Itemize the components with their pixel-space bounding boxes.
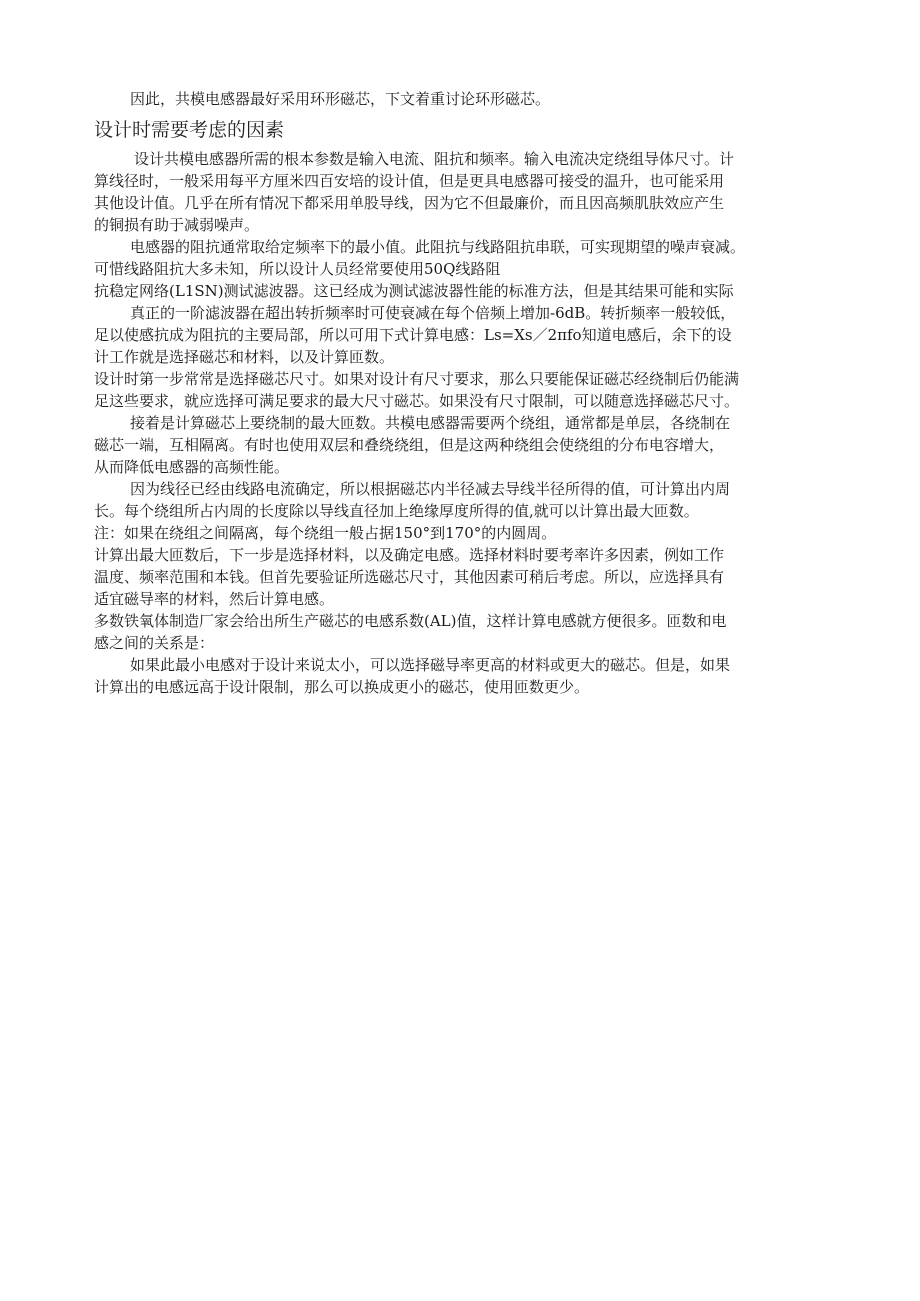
paragraph-line: 长。每个绕组所占内周的长度除以导线直径加上绝缘厚度所得的值,就可以计算出最大匝数。 xyxy=(94,502,699,520)
paragraph-line: 因为线径已经由线路电流确定，所以根据磁芯内半径减去导线半径所得的值，可计算出内周 xyxy=(130,480,731,498)
paragraph-line: 温度、频率范围和本钱。但首先要验证所选磁芯尺寸，其他因素可稍后考虑。所以，应选择具有 xyxy=(94,568,725,586)
paragraph-line: 可惜线路阻抗大多未知，所以设计人员经常要使用50Q线路阻 xyxy=(94,260,501,278)
paragraph-line: 设计共模电感器所需的根本参数是输入电流、阻抗和频率。输入电流决定绕组导体尺寸。计 xyxy=(134,150,735,168)
intro-paragraph: 因此，共模电感器最好采用环形磁芯，下文着重讨论环形磁芯。 xyxy=(130,90,551,108)
document-page xyxy=(94,88,854,698)
paragraph-line: 从而降低电感器的高频性能。 xyxy=(94,458,290,476)
paragraph-line: 抗稳定网络(L1SN)测试滤波器。这已经成为测试滤波器性能的标准方法，但是其结果可能和实际 xyxy=(94,282,734,300)
paragraph-line: 如果此最小电感对于设计来说太小，可以选择磁导率更高的材料或更大的磁芯。但是，如果 xyxy=(130,656,731,674)
section-heading: 设计时需要考虑的因素 xyxy=(94,119,285,141)
paragraph-line: 电感器的阻抗通常取给定频率下的最小值。此阻抗与线路阻抗串联，可实现期望的噪声衰减。 xyxy=(130,238,746,256)
paragraph-line: 的铜损有助于减弱噪声。 xyxy=(94,216,260,234)
paragraph-line: 其他设计值。几乎在所有情况下都采用单股导线，因为它不但最廉价，而且因高频肌肤效应产生 xyxy=(94,194,725,212)
paragraph-line: 真正的一阶滤波器在超出转折频率时可使衰减在每个倍频上增加-6dB。转折频率一般较低， xyxy=(130,304,736,322)
paragraph-line: 多数铁氧体制造厂家会给出所生产磁芯的电感系数(AL)值，这样计算电感就方便很多。匝数和电 xyxy=(94,612,727,630)
paragraph-line: 计算出最大匝数后，下一步是选择材料，以及确定电感。选择材料时要考率许多因素，例如工作 xyxy=(94,546,725,564)
paragraph-line: 接着是计算磁芯上要绕制的最大匝数。共模电感器需要两个绕组，通常都是单层，各绕制在 xyxy=(130,414,731,432)
note-line: 注：如果在绕组之间隔离，每个绕组一般占据150°到170°的内圆周。 xyxy=(94,524,557,542)
paragraph-line: 算线径时，一般采用每平方厘米四百安培的设计值，但是更具电感器可接受的温升，也可能采用 xyxy=(94,172,725,190)
paragraph-line: 设计时第一步常常是选择磁芯尺寸。如果对设计有尺寸要求，那么只要能保证磁芯经绕制后仍能满 xyxy=(94,370,740,388)
paragraph-line: 足这些要求，就应选择可满足要求的最大尺寸磁芯。如果没有尺寸限制，可以随意选择磁芯尺寸。 xyxy=(94,392,740,410)
paragraph-line: 适宜磁导率的材料，然后计算电感。 xyxy=(94,590,335,608)
paragraph-line: 计算出的电感远高于设计限制，那么可以换成更小的磁芯，使用匝数更少。 xyxy=(94,678,590,696)
paragraph-line: 计工作就是选择磁芯和材料，以及计算匝数。 xyxy=(94,348,395,366)
paragraph-line: 足以使感抗成为阻抗的主要局部，所以可用下式计算电感：Ls=Xs／2πfo知道电感后，余下的设 xyxy=(94,326,732,344)
paragraph-line: 感之间的关系是： xyxy=(94,634,215,652)
paragraph-line: 磁芯一端，互相隔离。有时也使用双层和叠绕绕组，但是这两种绕组会使绕组的分布电容增大， xyxy=(94,436,725,454)
